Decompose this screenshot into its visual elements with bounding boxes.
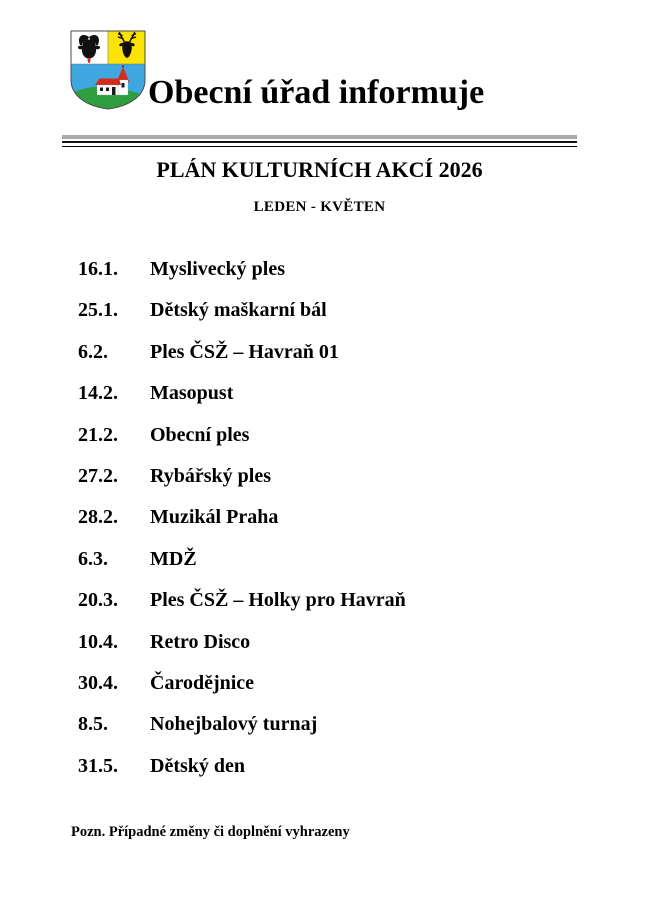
event-date: 28.2. (78, 506, 118, 529)
divider-black-line-2 (62, 146, 577, 147)
event-row (78, 290, 598, 331)
event-row (78, 415, 598, 456)
event-row (78, 373, 598, 414)
event-name: MDŽ (150, 547, 197, 570)
event-date: 6.2. (78, 340, 108, 363)
event-name: Obecní ples (150, 423, 250, 446)
event-row (78, 497, 598, 538)
event-date: 31.5. (78, 754, 118, 777)
event-name: Nohejbalový turnaj (150, 713, 318, 736)
event-date: 25.1. (78, 299, 118, 322)
event-date: 20.3. (78, 589, 118, 612)
event-row (78, 580, 598, 621)
event-name: Dětský maškarní bál (150, 299, 327, 322)
event-date: 27.2. (78, 465, 118, 488)
event-name: Rybářský ples (150, 465, 271, 488)
event-row (78, 249, 598, 290)
page-title: Obecní úřad informuje (148, 74, 485, 111)
event-name: Masopust (150, 382, 234, 405)
event-date: 16.1. (78, 258, 118, 280)
event-date: 10.4. (78, 630, 118, 653)
event-date: 21.2. (78, 423, 118, 446)
plan-subheading: LEDEN - KVĚTEN (253, 199, 386, 215)
event-row (78, 332, 598, 373)
event-row (78, 539, 598, 580)
event-row (78, 746, 598, 787)
event-date: 8.5. (78, 713, 108, 736)
divider (62, 135, 577, 147)
event-name: Muzikál Praha (150, 506, 279, 529)
event-row (78, 456, 598, 497)
event-date: 6.3. (78, 547, 108, 570)
event-list (78, 249, 598, 787)
event-name: Ples ČSŽ – Holky pro Havraň (150, 589, 406, 612)
event-row (78, 622, 598, 663)
event-name: Myslivecký ples (150, 258, 285, 280)
plan-heading: PLÁN KULTURNÍCH AKCÍ 2026 (156, 157, 483, 182)
event-name: Čarodějnice (150, 672, 255, 695)
event-date: 30.4. (78, 672, 118, 695)
event-date: 14.2. (78, 382, 118, 405)
coat-of-arms-icon (70, 30, 146, 110)
footnote: Pozn. Případné změny či doplnění vyhrazeny (71, 824, 350, 840)
event-name: Retro Disco (150, 630, 251, 653)
event-row (78, 663, 598, 704)
event-row (78, 704, 598, 745)
event-name: Ples ČSŽ – Havraň 01 (150, 340, 339, 363)
event-name: Dětský den (150, 754, 246, 777)
